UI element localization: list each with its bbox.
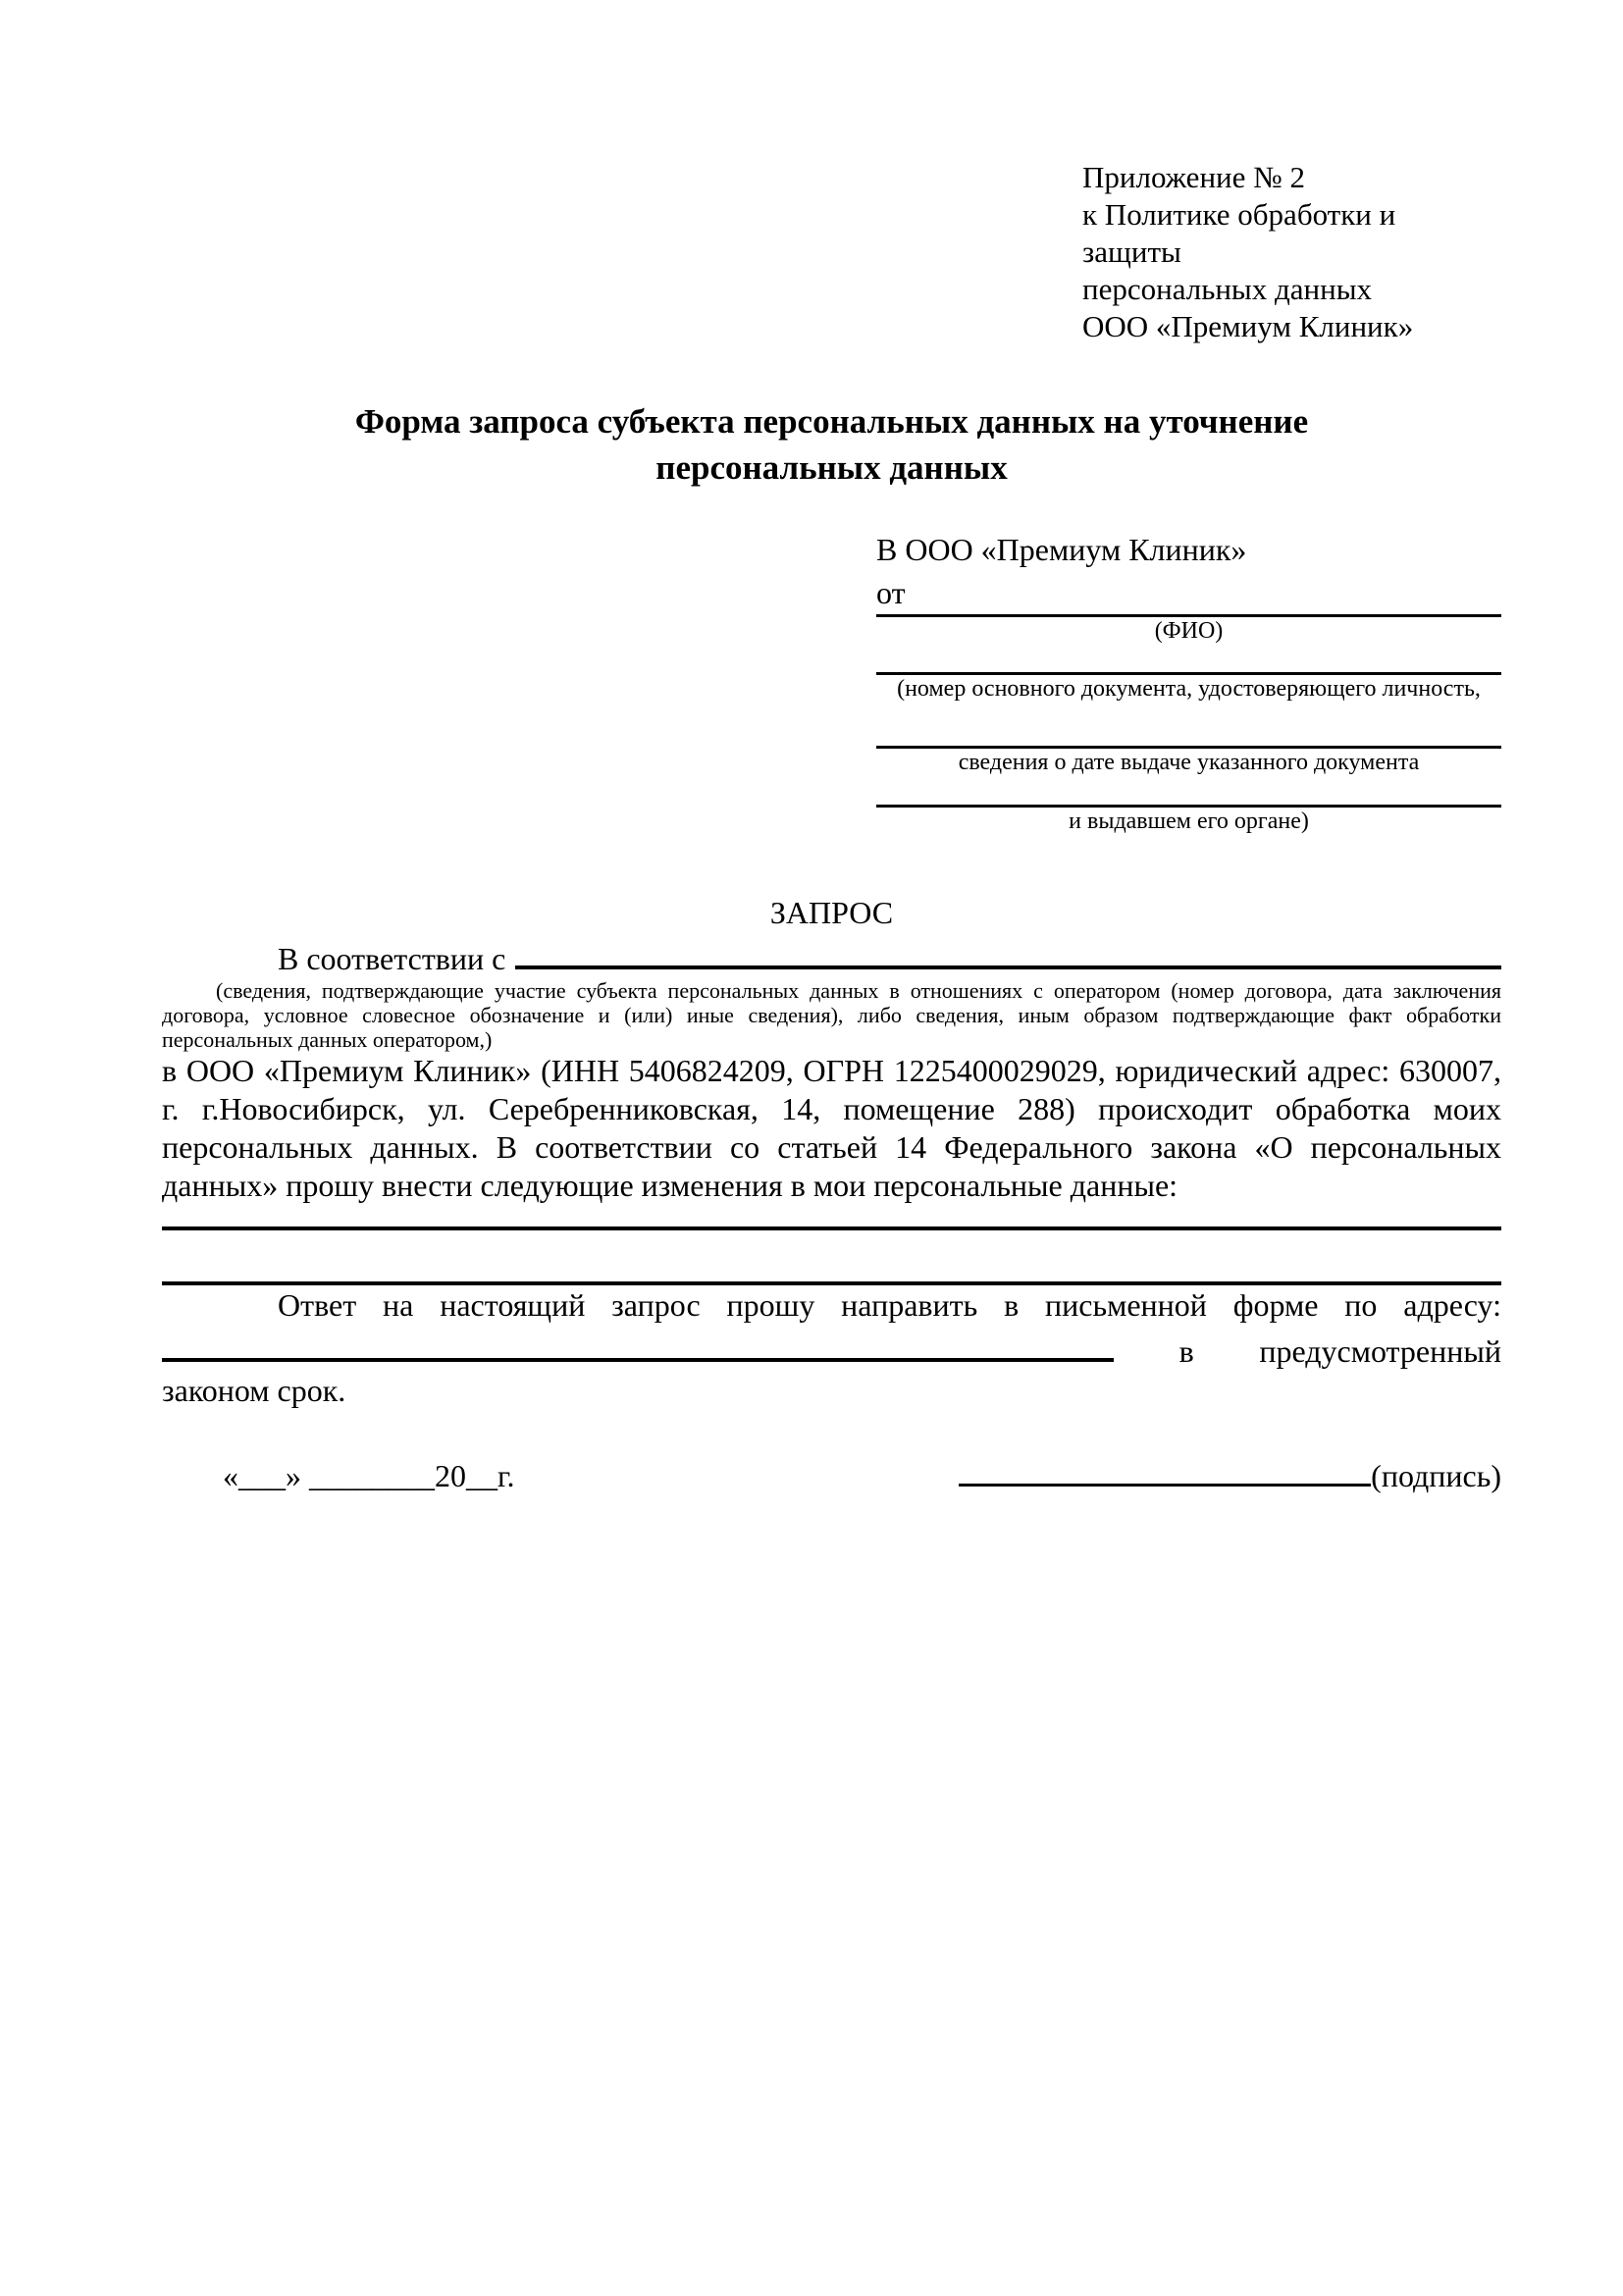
addressee-from: от: [876, 575, 906, 610]
signature-fill-line[interactable]: [959, 1454, 1371, 1487]
issue-date-caption: сведения о дате выдаче указанного документа: [958, 750, 1420, 775]
addressee-block: [876, 528, 1501, 835]
fine-print-note: (сведения, подтверждающие участие субъекта персональных данных в отношениях с оператором (номер договора, дата заключения договора, условное словесное обозначение и (или) иные сведения), либо сведения, иным образом подтверждающие факт обработки персональных данных оператором,): [162, 978, 1501, 1052]
corner-note-line: персональных данных: [1082, 272, 1373, 306]
corner-note-line: к Политике обработки и защиты: [1082, 197, 1396, 269]
issuing-authority-fill-line[interactable]: [876, 776, 1501, 808]
addressee-to: В ООО «Премиум Клиник»: [876, 532, 1247, 567]
address-fill-line[interactable]: [162, 1325, 1114, 1362]
corner-note-line: Приложение № 2: [1082, 160, 1305, 194]
signature-group: [959, 1454, 1501, 1493]
changes-fill-line-1[interactable]: [162, 1205, 1501, 1230]
issue-date-fill-line[interactable]: [876, 703, 1501, 749]
corner-note: [1082, 159, 1501, 345]
date-field[interactable]: «___» ________20__г.: [223, 1458, 515, 1493]
document-number-fill-line[interactable]: [876, 645, 1501, 675]
reply-address-row: [162, 1325, 1501, 1371]
accordance-lead: В соответствии с: [278, 941, 506, 976]
corner-note-line: ООО «Премиум Клиник»: [1082, 309, 1414, 343]
reply-word-term: предусмотренный: [1259, 1333, 1501, 1369]
fio-caption: (ФИО): [1154, 618, 1224, 644]
accordance-row: [162, 932, 1501, 978]
reply-tail: законом срок.: [162, 1373, 346, 1408]
document-number-caption: (номер основного документа, удостоверяющего личность,: [897, 676, 1481, 702]
footer-row: [162, 1454, 1501, 1493]
document-title: Форма запроса субъекта персональных данных на уточнение персональных данных: [354, 402, 1309, 487]
body-paragraph: в ООО «Премиум Клиник» (ИНН 5406824209, ОГРН 1225400029029, юридический адрес: 630007, г. г.Новосибирск, ул. Серебренниковская, 14, помещение 288) происходит обработка моих персональных данных. В соответствии со статьей 14 Федерального закона «О персональных данных» прошу внести следующие изменения в мои персональные данные:: [162, 1053, 1501, 1203]
signature-caption: (подпись): [1371, 1458, 1501, 1493]
changes-fill-line-2[interactable]: [162, 1230, 1501, 1285]
accordance-fill-line[interactable]: [515, 932, 1501, 969]
request-heading: ЗАПРОС: [769, 895, 894, 930]
reply-word-v: в: [1178, 1333, 1194, 1369]
reply-paragraph: Ответ на настоящий запрос прошу направить в письменной форме по адресу:: [278, 1287, 1501, 1323]
issuing-authority-caption: и выдавшем его органе): [1069, 809, 1309, 834]
